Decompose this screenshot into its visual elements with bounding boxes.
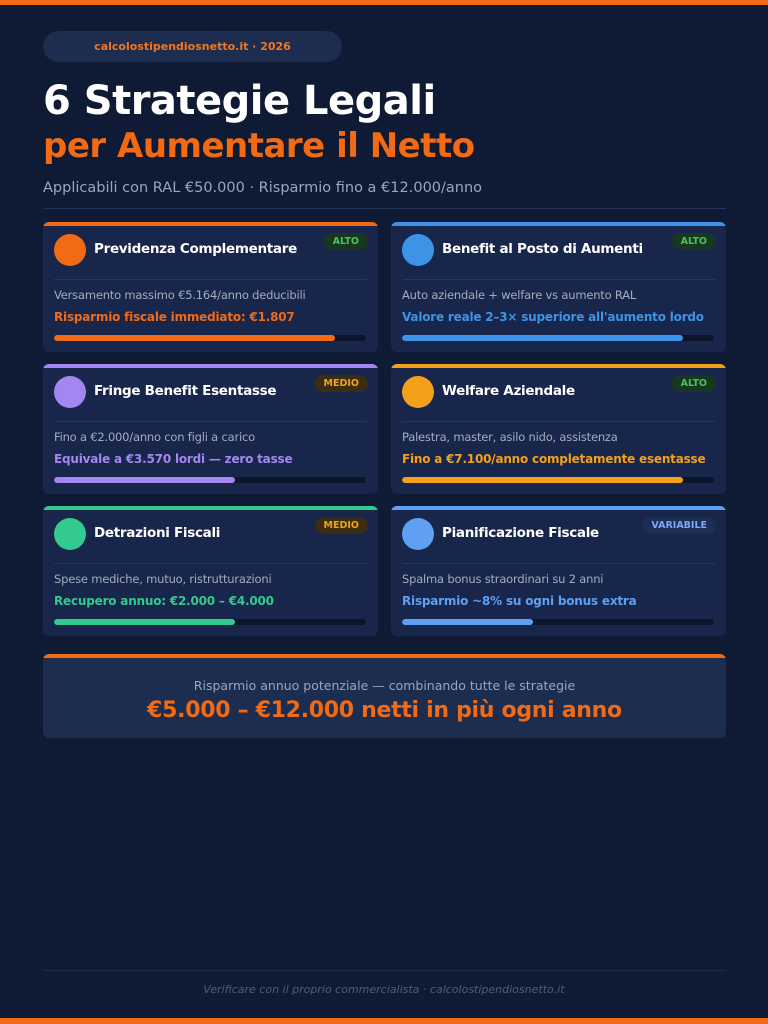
page-title-highlight: per Aumentare il Netto: [43, 126, 475, 166]
card-divider: [54, 421, 367, 422]
strategy-card: [391, 506, 726, 636]
card-divider: [54, 279, 367, 280]
impact-badge: ALTO: [324, 233, 368, 250]
strategy-dot-icon: [54, 518, 86, 550]
strategy-name: Fringe Benefit Esentasse: [94, 383, 277, 399]
strategy-name: Welfare Aziendale: [442, 383, 575, 399]
strategy-dot-icon: [402, 376, 434, 408]
strategy-value: Equivale a €3.570 lordi — zero tasse: [54, 452, 293, 466]
top-accent-bar: [0, 0, 768, 5]
summary-accent: [43, 654, 726, 658]
strategy-value: Fino a €7.100/anno completamente esentasse: [402, 452, 706, 466]
strategy-value: Valore reale 2–3× superiore all'aumento lordo: [402, 310, 704, 324]
impact-bar-fill: [402, 335, 683, 341]
card-divider: [54, 563, 367, 564]
header-divider: [43, 208, 726, 209]
strategy-name: Previdenza Complementare: [94, 241, 297, 257]
card-divider: [402, 279, 715, 280]
strategy-description: Spalma bonus straordinari su 2 anni: [402, 572, 604, 586]
card-accent: [43, 506, 378, 510]
strategy-description: Spese mediche, mutuo, ristrutturazioni: [54, 572, 272, 586]
summary-amount: €5.000 – €12.000 netti in più ogni anno: [147, 698, 622, 723]
strategy-dot-icon: [402, 234, 434, 266]
card-accent: [391, 506, 726, 510]
strategy-description: Palestra, master, asilo nido, assistenza: [402, 430, 618, 444]
strategy-dot-icon: [54, 234, 86, 266]
card-divider: [402, 421, 715, 422]
impact-bar: [402, 335, 714, 341]
bottom-accent-bar: [0, 1018, 768, 1024]
impact-bar: [54, 619, 366, 625]
strategy-card: [391, 364, 726, 494]
strategy-card: [391, 222, 726, 352]
impact-bar-fill: [402, 477, 683, 483]
strategy-description: Fino a €2.000/anno con figli a carico: [54, 430, 255, 444]
strategy-card: [43, 506, 378, 636]
footer-divider: [43, 970, 726, 971]
impact-badge: MEDIO: [315, 517, 368, 534]
impact-bar-fill: [54, 619, 235, 625]
strategy-value: Risparmio ~8% su ogni bonus extra: [402, 594, 637, 608]
impact-bar-fill: [402, 619, 533, 625]
impact-badge: ALTO: [672, 375, 716, 392]
strategy-name: Benefit al Posto di Aumenti: [442, 241, 643, 257]
strategy-name: Pianificazione Fiscale: [442, 525, 599, 541]
strategy-value: Recupero annuo: €2.000 – €4.000: [54, 594, 274, 608]
card-accent: [43, 364, 378, 368]
strategy-dot-icon: [402, 518, 434, 550]
strategy-value: Risparmio fiscale immediato: €1.807: [54, 310, 295, 324]
strategy-card: [43, 222, 378, 352]
impact-badge: VARIABILE: [642, 517, 716, 534]
impact-badge: ALTO: [672, 233, 716, 250]
summary-label: Risparmio annuo potenziale — combinando tutte le strategie: [193, 678, 576, 693]
card-accent: [391, 364, 726, 368]
footer-note: Verificare con il proprio commercialista · calcolostipendiosnetto.it: [203, 983, 565, 996]
strategy-card: [43, 364, 378, 494]
impact-bar: [402, 619, 714, 625]
strategy-dot-icon: [54, 376, 86, 408]
impact-bar-fill: [54, 335, 335, 341]
site-pill: calcolostipendiosnetto.it · 2026: [43, 31, 342, 62]
summary-panel: [43, 654, 726, 738]
impact-bar: [402, 477, 714, 483]
impact-badge: MEDIO: [315, 375, 368, 392]
impact-bar: [54, 477, 366, 483]
strategy-description: Versamento massimo €5.164/anno deducibili: [54, 288, 306, 302]
card-accent: [43, 222, 378, 226]
strategy-name: Detrazioni Fiscali: [94, 525, 221, 541]
page-subtitle: Applicabili con RAL €50.000 · Risparmio fino a €12.000/anno: [43, 180, 483, 196]
impact-bar-fill: [54, 477, 235, 483]
card-accent: [391, 222, 726, 226]
strategy-description: Auto aziendale + welfare vs aumento RAL: [402, 288, 637, 302]
page-title: 6 Strategie Legali: [43, 78, 436, 124]
impact-bar: [54, 335, 366, 341]
card-divider: [402, 563, 715, 564]
